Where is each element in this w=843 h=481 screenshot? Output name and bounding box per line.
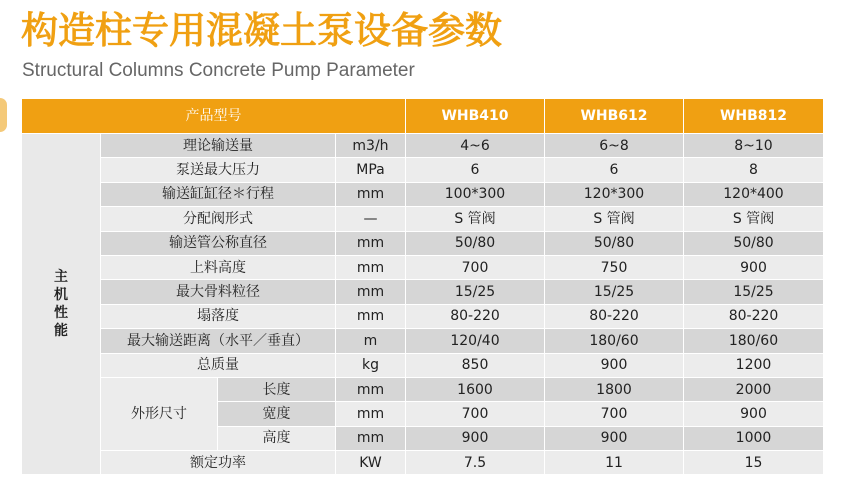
value-cell: 15/25 <box>684 280 824 304</box>
value-cell: 700 <box>406 402 545 426</box>
value-cell: 50/80 <box>406 231 545 255</box>
value-cell: 8~10 <box>684 134 824 158</box>
dimensions-label: 外形尺寸 <box>101 377 218 450</box>
param-label: 最大骨料粒径 <box>101 280 336 304</box>
table-row <box>22 158 824 182</box>
group-label-main-performance: 主 机 性 能 <box>22 134 101 475</box>
value-cell: 6 <box>406 158 545 182</box>
table-row <box>22 353 824 377</box>
param-label: 上料高度 <box>101 255 336 279</box>
param-label: 高度 <box>218 426 336 450</box>
unit-cell: mm <box>336 402 406 426</box>
unit-cell: mm <box>336 255 406 279</box>
unit-cell: m3/h <box>336 134 406 158</box>
model-header: WHB410 <box>406 99 545 134</box>
unit-cell: mm <box>336 182 406 206</box>
value-cell: 7.5 <box>406 451 545 475</box>
value-cell: 50/80 <box>684 231 824 255</box>
value-cell: 1800 <box>545 377 684 401</box>
value-cell: 900 <box>545 353 684 377</box>
param-label: 输送管公称直径 <box>101 231 336 255</box>
param-label: 最大输送距离（水平／垂直） <box>101 329 336 353</box>
value-cell: 1200 <box>684 353 824 377</box>
unit-cell: mm <box>336 377 406 401</box>
value-cell: 80-220 <box>684 304 824 328</box>
value-cell: 900 <box>684 255 824 279</box>
param-label: 长度 <box>218 377 336 401</box>
value-cell: 180/60 <box>684 329 824 353</box>
value-cell: 100*300 <box>406 182 545 206</box>
table-row <box>22 255 824 279</box>
table-row <box>22 207 824 231</box>
value-cell: 700 <box>406 255 545 279</box>
value-cell: 15 <box>684 451 824 475</box>
unit-cell: mm <box>336 280 406 304</box>
value-cell: 1600 <box>406 377 545 401</box>
param-label: 泵送最大压力 <box>101 158 336 182</box>
value-cell: 900 <box>684 402 824 426</box>
unit-cell: — <box>336 207 406 231</box>
table-row <box>22 329 824 353</box>
value-cell: 120*300 <box>545 182 684 206</box>
value-cell: 2000 <box>684 377 824 401</box>
model-header-label: 产品型号 <box>22 99 406 134</box>
value-cell: 8 <box>684 158 824 182</box>
value-cell: 15/25 <box>545 280 684 304</box>
param-label: 额定功率 <box>101 451 336 475</box>
page-title: 构造柱专用混凝土泵设备参数 <box>21 9 502 52</box>
table-row <box>22 451 824 475</box>
value-cell: 1000 <box>684 426 824 450</box>
page-subtitle: Structural Columns Concrete Pump Parameter <box>22 60 415 81</box>
table-row <box>22 304 824 328</box>
value-cell: 120/40 <box>406 329 545 353</box>
model-header: WHB612 <box>545 99 684 134</box>
table-row <box>22 280 824 304</box>
param-label: 宽度 <box>218 402 336 426</box>
param-label: 塌落度 <box>101 304 336 328</box>
table-row <box>22 377 824 401</box>
value-cell: 6~8 <box>545 134 684 158</box>
unit-cell: mm <box>336 231 406 255</box>
unit-cell: kg <box>336 353 406 377</box>
param-label: 理论输送量 <box>101 134 336 158</box>
value-cell: 80-220 <box>545 304 684 328</box>
model-header: WHB812 <box>684 99 824 134</box>
unit-cell: KW <box>336 451 406 475</box>
value-cell: 6 <box>545 158 684 182</box>
unit-cell: mm <box>336 304 406 328</box>
value-cell: 900 <box>406 426 545 450</box>
param-label: 总质量 <box>101 353 336 377</box>
parameter-table <box>21 98 824 475</box>
value-cell: 15/25 <box>406 280 545 304</box>
unit-cell: MPa <box>336 158 406 182</box>
value-cell: S 管阀 <box>406 207 545 231</box>
value-cell: 4~6 <box>406 134 545 158</box>
param-label: 分配阀形式 <box>101 207 336 231</box>
value-cell: 700 <box>545 402 684 426</box>
value-cell: S 管阀 <box>545 207 684 231</box>
value-cell: 80-220 <box>406 304 545 328</box>
table-row <box>22 231 824 255</box>
value-cell: 50/80 <box>545 231 684 255</box>
param-label: 输送缸缸径＊行程 <box>101 182 336 206</box>
value-cell: 180/60 <box>545 329 684 353</box>
table-header-row <box>22 99 824 134</box>
table-row <box>22 134 824 158</box>
value-cell: 750 <box>545 255 684 279</box>
table-row <box>22 182 824 206</box>
side-accent-tab <box>0 98 7 132</box>
unit-cell: m <box>336 329 406 353</box>
value-cell: 900 <box>545 426 684 450</box>
value-cell: 850 <box>406 353 545 377</box>
value-cell: S 管阀 <box>684 207 824 231</box>
value-cell: 11 <box>545 451 684 475</box>
value-cell: 120*400 <box>684 182 824 206</box>
unit-cell: mm <box>336 426 406 450</box>
